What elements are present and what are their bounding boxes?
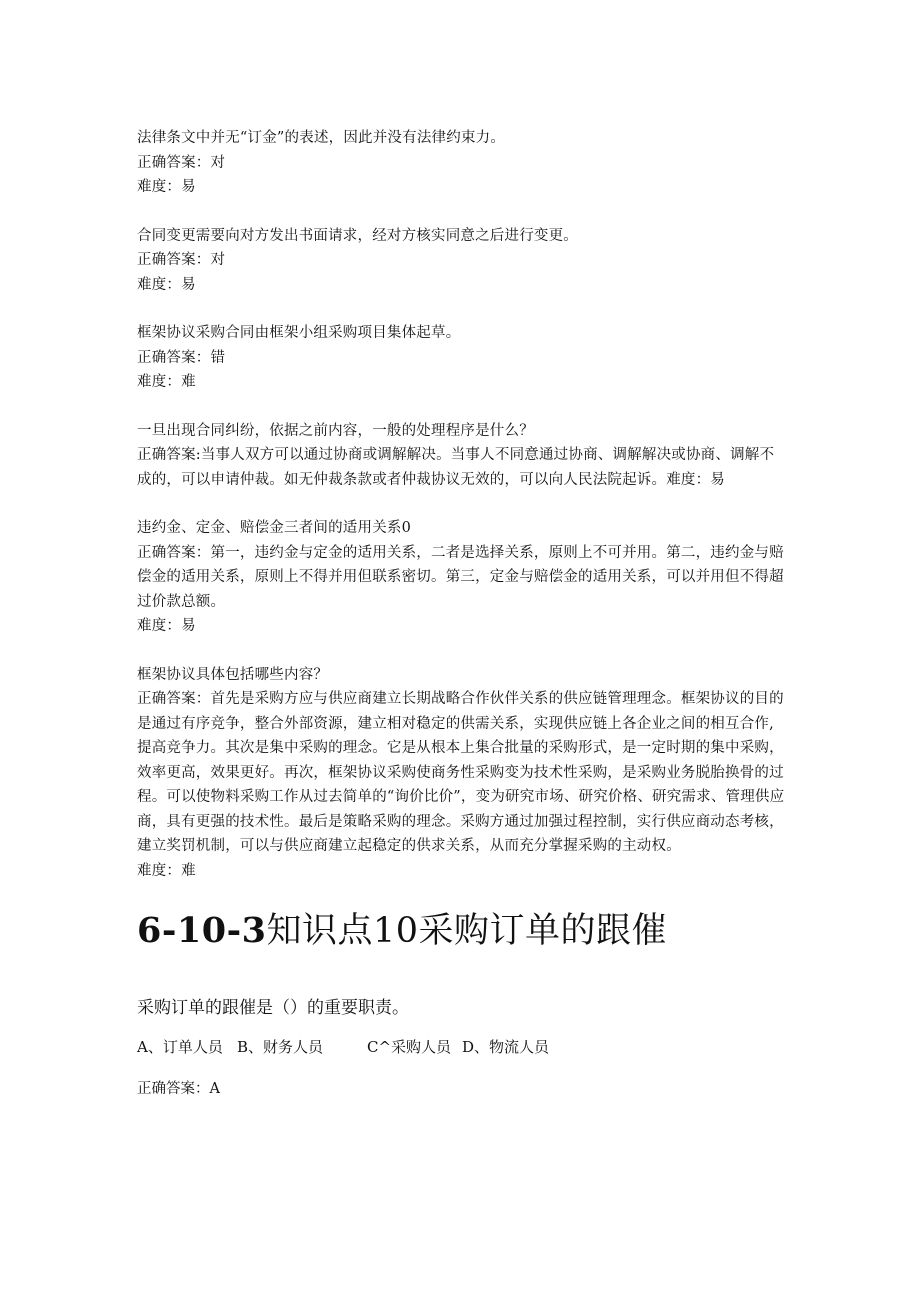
difficulty-text: 难度：易 <box>137 618 196 634</box>
difficulty-text: 难度：易 <box>137 179 196 195</box>
option-c: C^采购人员 <box>367 1038 452 1056</box>
difficulty-text: 难度：难 <box>137 374 196 390</box>
mcq-answer: 正确答案：A <box>137 1081 220 1097</box>
answer-text: 正确答案:当事人双方可以通过协商或调解解决。当事人不同意通过协商、调解解决或协商、调解不成的，可以申请仲裁。如无仲裁条款或者仲裁协议无效的，可以向人民法院起诉。难度：易 <box>137 447 775 488</box>
answer-text: 正确答案：第一，违约金与定金的适用关系，二者是选择关系，原则上不可并用。第二，违约金与赔偿金的适用关系，原则上不得并用但联系密切。第三，定金与赔偿金的适用关系，可以并用但不得超过价款总额。 <box>137 544 784 610</box>
question-text: 法律条文中并无“订金”的表述，因此并没有法律约束力。 <box>137 130 506 146</box>
answer-text: 正确答案：对 <box>137 154 226 171</box>
qa-item-1 <box>137 126 787 200</box>
option-d: D、物流人员 <box>462 1038 550 1056</box>
question-text: 违约金、定金、赔偿金三者间的适用关系0 <box>137 520 412 536</box>
question-text: 框架协议采购合同由框架小组采购项目集体起草。 <box>137 325 461 341</box>
question-text: 合同变更需要向对方发出书面请求，经对方核实同意之后进行变更。 <box>137 227 578 244</box>
qa-item-3 <box>137 321 787 395</box>
answer-text: 正确答案：对 <box>137 252 226 268</box>
answer-text: 正确答案：首先是采购方应与供应商建立长期战略合作伙伴关系的供应链管理理念。框架协议的目的是通过有序竞争，整合外部资源，建立相对稳定的供需关系，实现供应链上各企业之间的相互合作,提高竞争力。其次是集中采购的理念。它是从根本上集合批量的采购形式，是一定时期的集中采购，效率更高，效果更好。再次，框架协议采购使商务性采购变为技术性采购，是采购业务脱胎换骨的过程。可以使物料采购工作从过去简单的“询价比价”，变为研究市场、研究价格、研究需求、管理供应商，具有更强的技术性。最后是策略采购的理念。采购方通过加强过程控制，实行供应商动态考核，建立奖罚机制，可以与供应商建立起稳定的供求关系，从而充分掌握采购的主动权。 <box>137 691 785 854</box>
section-title: 知识点10采购订单的跟催 <box>266 911 668 951</box>
option-a: A、订单人员 <box>137 1038 223 1056</box>
qa-item-6 <box>137 663 787 884</box>
difficulty-text: 难度：难 <box>137 862 196 879</box>
section-number: 6-10-3 <box>137 910 267 951</box>
question-text: 一旦出现合同纠纷，依据之前内容，一般的处理程序是什么？ <box>137 422 534 439</box>
difficulty-text: 难度：易 <box>137 276 196 293</box>
option-b: B、财务人员 <box>237 1038 324 1056</box>
question-text: 框架协议具体包括哪些内容？ <box>137 666 329 683</box>
document-page <box>137 126 787 1101</box>
qa-item-2 <box>137 224 787 298</box>
qa-item-4 <box>137 419 787 493</box>
mcq-options <box>137 1035 787 1059</box>
answer-text: 正确答案：错 <box>137 349 226 366</box>
mcq-question: 采购订单的跟催是（）的重要职责。 <box>137 998 409 1018</box>
section-heading <box>137 907 787 955</box>
qa-item-5 <box>137 516 787 639</box>
